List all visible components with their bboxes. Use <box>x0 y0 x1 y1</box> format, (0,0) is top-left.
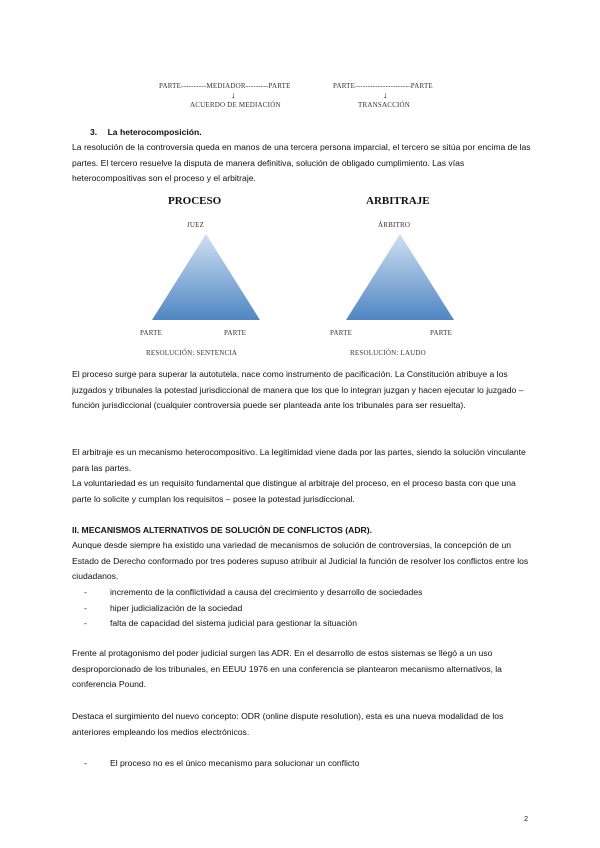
arbitraje-text-2: La voluntariedad es un requisito fundamental que distingue al arbitraje del proceso, en el proceso basta con que una parte lo solicite y cumplan los requisitos – posee la potestad jurisdiccional. <box>72 478 516 504</box>
mediation-result: ACUERDO DE MEDIACIÓN <box>190 101 281 109</box>
bullet-dash: - <box>84 758 87 768</box>
proceso-paragraph <box>72 367 532 414</box>
proceso-diagram <box>140 194 270 359</box>
section-3-heading <box>90 125 202 141</box>
odr-paragraph <box>72 709 532 740</box>
adr-bullet-list <box>84 585 524 632</box>
bullet-dash: - <box>84 602 87 613</box>
bullet-dash: - <box>84 618 87 628</box>
heterocomposicion-paragraph <box>72 140 532 187</box>
odr-text: Destaca el surgimiento del nuevo concepto: ODR (online dispute resolution), esta es una nueva modalidad de los anteriores empleando los medios electrónicos. <box>72 711 504 737</box>
final-bullet-list <box>84 756 524 772</box>
arbitraje-text-1: El arbitraje es un mecanismo heterocompositivo. La legitimidad viene dada por las partes, siendo la solución vinculante para las partes. <box>72 447 526 473</box>
arbitraje-paragraph <box>72 445 532 507</box>
transaction-chain: PARTE----------------------PARTE <box>333 82 433 90</box>
section-2-heading: II. MECANISMOS ALTERNATIVOS DE SOLUCIÓN DE CONFLICTOS (ADR). <box>72 525 372 535</box>
proceso-triangle <box>152 234 260 320</box>
transaction-result: TRANSACCIÓN <box>358 101 410 109</box>
proceso-apex-label: JUEZ <box>187 221 205 229</box>
proceso-left-label: PARTE <box>140 329 163 337</box>
page-number: 2 <box>524 816 528 823</box>
list-item <box>84 585 524 601</box>
bullet-text: El proceso no es el único mecanismo para solucionar un conflicto <box>110 758 360 768</box>
bullet-text: hiper judicialización de la sociedad <box>110 602 243 613</box>
proceso-caption: RESOLUCIÓN: SENTENCIA <box>146 349 238 357</box>
bullet-dash: - <box>84 587 87 597</box>
proceso-right-label: PARTE <box>224 329 247 337</box>
arbitraje-triangle <box>346 234 454 320</box>
adr-text: Frente al protagonismo del poder judicial surgen las ADR. En el desarrollo de estos sistemas se llegó a un uso desproporcionado de los tribunales, en EEUU 1976 en una conferencia se plantearon mecanismo alternativos, la conferencia Pound. <box>72 648 502 689</box>
arbitraje-right-label: PARTE <box>430 329 453 337</box>
list-item <box>84 616 524 632</box>
list-item <box>84 756 524 772</box>
bullet-text: falta de capacidad del sistema judicial para gestionar la situación <box>110 618 357 628</box>
mediation-chain: PARTE----------MEDIADOR---------PARTE <box>159 82 291 90</box>
section-3-title: La heterocomposición. <box>107 127 202 137</box>
section-2-intro-text: Aunque desde siempre ha existido una variedad de mecanismos de solución de controversias, la concepción de un Estado de Derecho conformado por tres poderes supuso atribuir al Judicial la función de resolver los conflictos entre los ciudadanos. <box>72 540 529 581</box>
proceso-text: El proceso surge para superar la autotutela, nace como instrumento de pacificación. La Constitución atribuye a los juzgados y tribunales la potestad jurisdiccional de manera que los que lo integran juzgan y hacen ejecutar lo juzgado – función jurisdiccional (cualquier controversia puede ser planteada ante los tribunales para ser resuelta). <box>72 369 524 410</box>
heterocomposicion-text: La resolución de la controversia queda en manos de una tercera persona imparcial, el tercero se sitúa por encima de las partes. El tercero resuelve la disputa de manera definitiva, solución de obligado cumplimiento. Las vías heterocompositivas son el proceso y el arbitraje. <box>72 142 531 183</box>
arbitraje-title: ARBITRAJE <box>366 195 430 207</box>
list-item <box>84 601 524 617</box>
mediation-arrow: ↓ <box>231 90 236 100</box>
section-2-intro <box>72 538 532 585</box>
section-3-number: 3. <box>90 127 98 137</box>
arbitraje-diagram <box>330 194 470 359</box>
bullet-text: incremento de la conflictividad a causa del crecimiento y desarrollo de sociedades <box>110 587 423 597</box>
arbitraje-caption: RESOLUCIÓN: LAUDO <box>350 349 426 357</box>
arbitraje-apex-label: ÁRBITRO <box>378 221 411 229</box>
arbitraje-left-label: PARTE <box>330 329 353 337</box>
adr-paragraph <box>72 646 532 693</box>
transaction-arrow: ↓ <box>383 90 388 100</box>
proceso-title: PROCESO <box>168 195 222 207</box>
